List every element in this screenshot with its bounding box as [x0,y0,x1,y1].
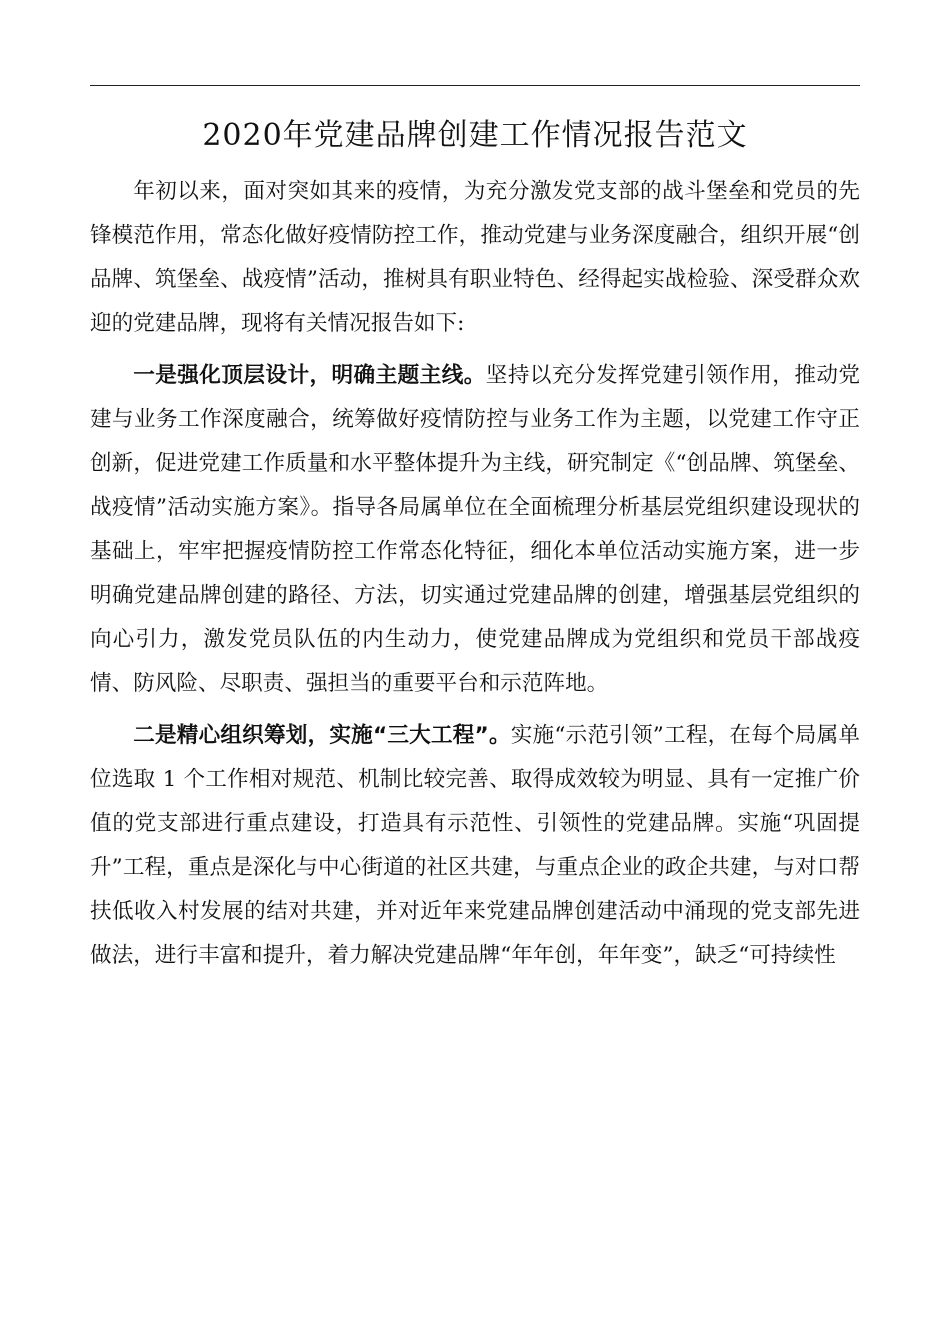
document-title: 2020年党建品牌创建工作情况报告范文 [202,118,748,153]
paragraph-one [90,354,860,706]
paragraph-intro [90,170,860,346]
paragraph-text: 实施“示范引领”工程，在每个局属单位选取 1 个工作相对规范、机制比较完善、取得成效较为明显、具有一定推广价值的党支部进行重点建设，打造具有示范性、引领性的党建品牌。实施“巩固提升”工程，重点是深化与中心街道的社区共建，与重点企业的政企共建，与对口帮扶低收入村发展的结对共建，并对近年来党建品牌创建活动中涌现的党支部先进做法，进行丰富和提升，着力解决党建品牌“年年创，年年变”，缺乏“可持续性 [90,723,860,968]
document-body [90,170,860,978]
paragraph-lead: 二是精心组织筹划，实施“三大工程”。 [133,723,511,748]
paragraph-text: 年初以来，面对突如其来的疫情，为充分激发党支部的战斗堡垒和党员的先锋模范作用，常态化做好疫情防控工作，推动党建与业务深度融合，组织开展“创品牌、筑堡垒、战疫情”活动，推树具有职业特色、经得起实战检验、深受群众欢迎的党建品牌，现将有关情况报告如下: [90,179,860,336]
header-rule [90,85,860,86]
paragraph-lead: 一是强化顶层设计，明确主题主线。 [133,363,486,388]
paragraph-text: 坚持以充分发挥党建引领作用，推动党建与业务工作深度融合，统筹做好疫情防控与业务工作为主题，以党建工作守正创新，促进党建工作质量和水平整体提升为主线，研究制定《“创品牌、筑堡垒、战疫情”活动实施方案》。指导各局属单位在全面梳理分析基层党组织建设现状的基础上，牢牢把握疫情防控工作常态化特征，细化本单位活动实施方案，进一步明确党建品牌创建的路径、方法，切实通过党建品牌的创建，增强基层党组织的向心引力，激发党员队伍的内生动力，使党建品牌成为党组织和党员干部战疫情、防风险、尽职责、强担当的重要平台和示范阵地。 [90,363,860,696]
paragraph-two [90,714,860,978]
